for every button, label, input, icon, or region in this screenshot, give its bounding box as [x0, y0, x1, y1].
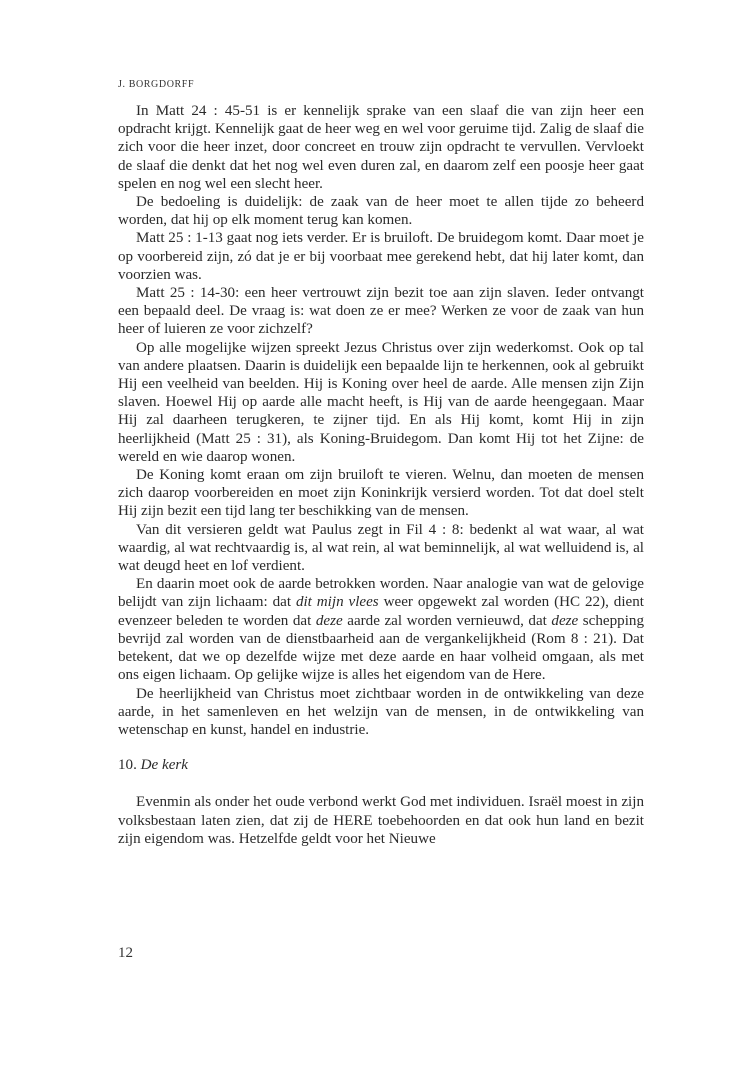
- page-number: 12: [118, 945, 133, 961]
- paragraph: [118, 193, 644, 229]
- section-title: De kerk: [140, 757, 188, 774]
- text-run: Matt 25 : 14-30: een heer vertrouwt zijn bezit toe aan zijn slaven. Ieder ontvangt een bepaald deel. De vraag is: wat doen ze er mee? Werken ze voor de zaak van hun heer of luieren ze voor zichzelf?: [118, 285, 644, 338]
- section-number: 10.: [118, 757, 141, 774]
- text-run: Matt 25 : 1-13 gaat nog iets verder. Er is bruiloft. De bruidegom komt. Daar moet je op voorbereid zijn, zó dat je er bij voorbaat mee gerekend hebt, dat hij later komt, dan voorzien was.: [118, 230, 644, 283]
- text-run: De heerlijkheid van Christus moet zichtbaar worden in de ontwikkeling van deze aarde, in het samenleven en het welzijn van de mensen, in de ontwikkeling van wetenschap en kunst, handel en industrie.: [118, 685, 644, 738]
- running-head: J. BORGDORFF: [118, 79, 195, 90]
- text-run: Op alle mogelijke wijzen spreekt Jezus Christus over zijn wederkomst. Ook op tal van andere plaatsen. Daarin is duidelijk een bepaalde lijn te herkennen, ook al gebruikt Hij een veelheid van beelden. Hij is Koning over heel de aarde. Alle mensen zijn Zijn slaven. Hoewel Hij op aarde alle macht heeft, is Hij van de aarde heengegaan. Maar Hij zal daarheen terugkeren, te zijner tijd. En als Hij komt, komt Hij in zijn heerlijkheid (Matt 25 : 31), als Koning-Bruidegom. Dan komt Hij tot het Zijne: de wereld en wie daarop wonen.: [118, 339, 644, 465]
- paragraph: [118, 102, 644, 193]
- text-run: De Koning komt eraan om zijn bruiloft te vieren. Welnu, dan moeten de mensen zich daarop voorbereiden en moet zijn Koninkrijk versierd worden. Tot dat doel stelt Hij zijn bezit een tijd lang ter beschikking van de mensen.: [118, 467, 644, 520]
- italic-text: dit mijn vlees: [295, 594, 379, 611]
- paragraph: [118, 466, 644, 521]
- text-run: schepping bevrijd zal worden van de dienstbaarheid aan de vergankelijkheid (Rom 8 : 21). Dat betekent, dat we op dezelfde wijze met deze aarde en haar volheid omgaan, als met ons eigen lichaam. Op gelijke wijze is alles het eigendom van de Here.: [118, 612, 644, 684]
- text-run: weer opgewekt zal worden (HC 22), dient evenzeer beleden te worden dat: [118, 594, 644, 629]
- section-heading: [118, 756, 644, 774]
- body-text: [118, 102, 644, 848]
- paragraph: Evenmin als onder het oude verbond werkt God met individuen. Israël moest in zijn volksbestaan laten zien, dat zij de HERE toebehoorden en dat ook hun land en bezit zijn eigendom was. Hetzelfde geldt voor het Nieuwe: [118, 794, 644, 847]
- text-run: De bedoeling is duidelijk: de zaak van de heer moet te allen tijde zo beheerd worden, dat hij op elk moment terug kan komen.: [118, 194, 644, 229]
- text-run: En daarin moet ook de aarde betrokken worden. Naar analogie van wat de gelovige belijdt van zijn lichaam: dat: [118, 576, 644, 611]
- paragraph: [118, 229, 644, 284]
- paragraph: [118, 521, 644, 576]
- italic-text: deze: [551, 612, 579, 629]
- text-run: aarde zal worden vernieuwd, dat: [342, 612, 552, 629]
- text-run: In Matt 24 : 45-51 is er kennelijk sprake van een slaaf die van zijn heer een opdracht krijgt. Kennelijk gaat de heer weg en wel voor geruime tijd. Zalig de slaaf die zich voor die heer inzet, door concreet en trouw zijn opdracht te vervullen. Vervloekt de slaaf die denkt dat het nog wel even duren zal, en daarom zelf een poosje heer gaat spelen en nog wel een slecht heer.: [118, 103, 644, 192]
- paragraph: [118, 685, 644, 740]
- paragraph-list: [118, 102, 644, 739]
- paragraph: [118, 339, 644, 466]
- italic-text: deze: [315, 612, 343, 629]
- paragraph: [118, 575, 644, 684]
- text-run: Van dit versieren geldt wat Paulus zegt in Fil 4 : 8: bedenkt al wat waar, al wat waardig, al wat rechtvaardig is, al wat rein, al wat beminnelijk, al wat welluidend is, al wat deugd heet en lof verdient.: [118, 521, 644, 575]
- paragraph: [118, 284, 644, 339]
